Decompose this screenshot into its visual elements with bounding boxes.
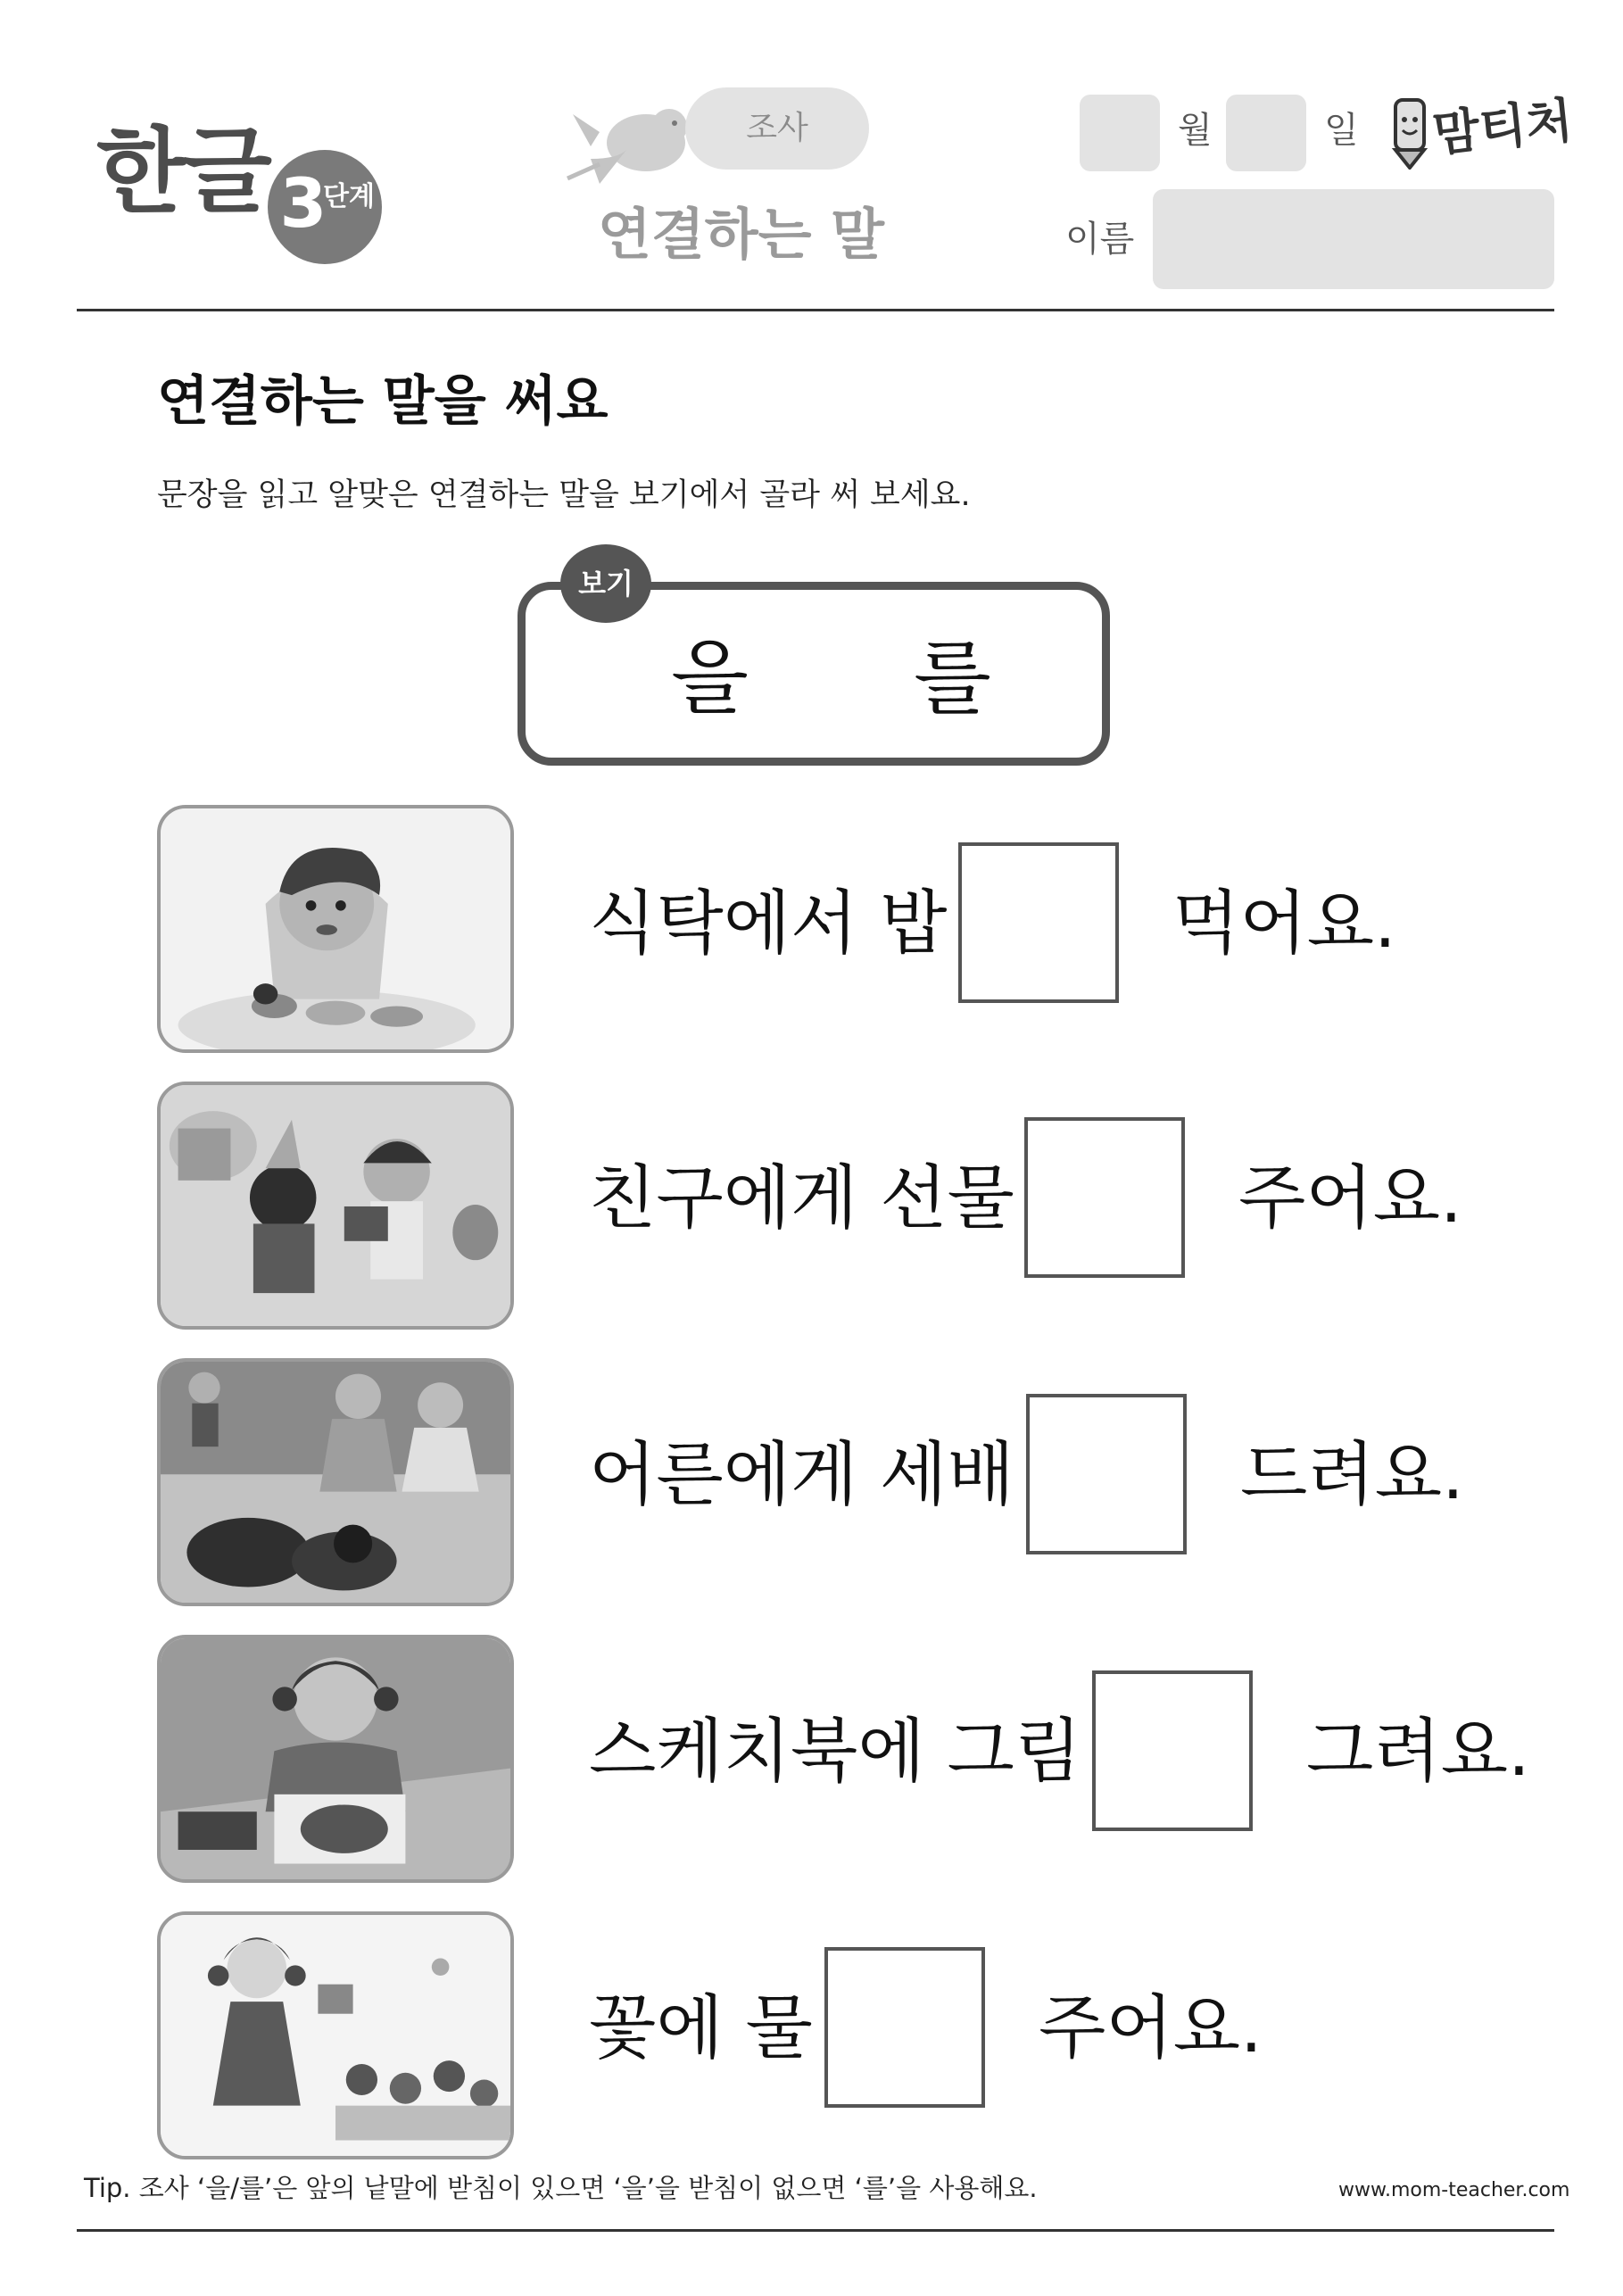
answer-box[interactable] [958, 842, 1119, 1003]
level-unit: 단계 [323, 181, 375, 212]
day-field[interactable] [1226, 95, 1306, 171]
example-word: 를 [914, 632, 991, 725]
answer-box[interactable] [824, 1947, 985, 2108]
example-word: 을 [671, 632, 749, 725]
answer-box[interactable] [1092, 1670, 1253, 1831]
name-field[interactable] [1153, 189, 1554, 289]
sentence-before: 어른에게 세배 [589, 1435, 1014, 1515]
sentence-before: 스케치북에 그림 [589, 1712, 1082, 1792]
footer-divider [77, 2229, 1554, 2232]
illustration-gift-giving [157, 1082, 514, 1330]
illustration-child-eating [157, 805, 514, 1053]
name-label: 이름 [1065, 219, 1135, 260]
hangul-logo: 한글 [96, 117, 269, 226]
header-divider [77, 309, 1554, 311]
worksheet-heading: 연결하는 말을 써요 [157, 370, 609, 433]
sentence-after: 주어요. [1039, 1988, 1263, 2068]
worksheet-instructions: 문장을 읽고 알맞은 연결하는 말을 보기에서 골라 써 보세요. [157, 477, 971, 513]
tip-text: Tip. 조사 ‘을/를’은 앞의 낱말에 받침이 있으면 ‘을’을 받침이 없으면 ‘를’을 사용해요. [84, 2173, 1038, 2203]
sentence-after: 드려요. [1240, 1435, 1464, 1515]
example-tag-label: 보기 [578, 567, 633, 601]
answer-box[interactable] [1026, 1394, 1187, 1554]
level-number: 3 [279, 163, 327, 243]
illustration-girl-drawing [157, 1635, 514, 1883]
sentence-after: 주어요. [1238, 1158, 1462, 1239]
sentence-before: 꽃에 물 [589, 1988, 813, 2068]
sentence-after: 먹어요. [1172, 883, 1396, 964]
pencil-mascot-icon [1383, 95, 1437, 170]
topic-badge-label: 조사 [746, 110, 808, 146]
illustration-new-year-bow [157, 1358, 514, 1606]
illustration-watering-flowers [157, 1911, 514, 2159]
bird-icon [564, 96, 698, 189]
sentence-after: 그려요. [1306, 1712, 1530, 1792]
sentence-before: 식탁에서 밥 [589, 883, 948, 964]
day-label: 일 [1324, 110, 1359, 151]
sentence-before: 친구에게 선물 [589, 1158, 1014, 1239]
website-link[interactable]: www.mom-teacher.com [1338, 2179, 1570, 2201]
month-field[interactable] [1080, 95, 1160, 171]
topic-title: 연결하는 말 [598, 202, 885, 267]
answer-box[interactable] [1024, 1117, 1185, 1278]
brand-logo: 맘티처 [1430, 91, 1576, 163]
month-label: 월 [1178, 110, 1213, 151]
